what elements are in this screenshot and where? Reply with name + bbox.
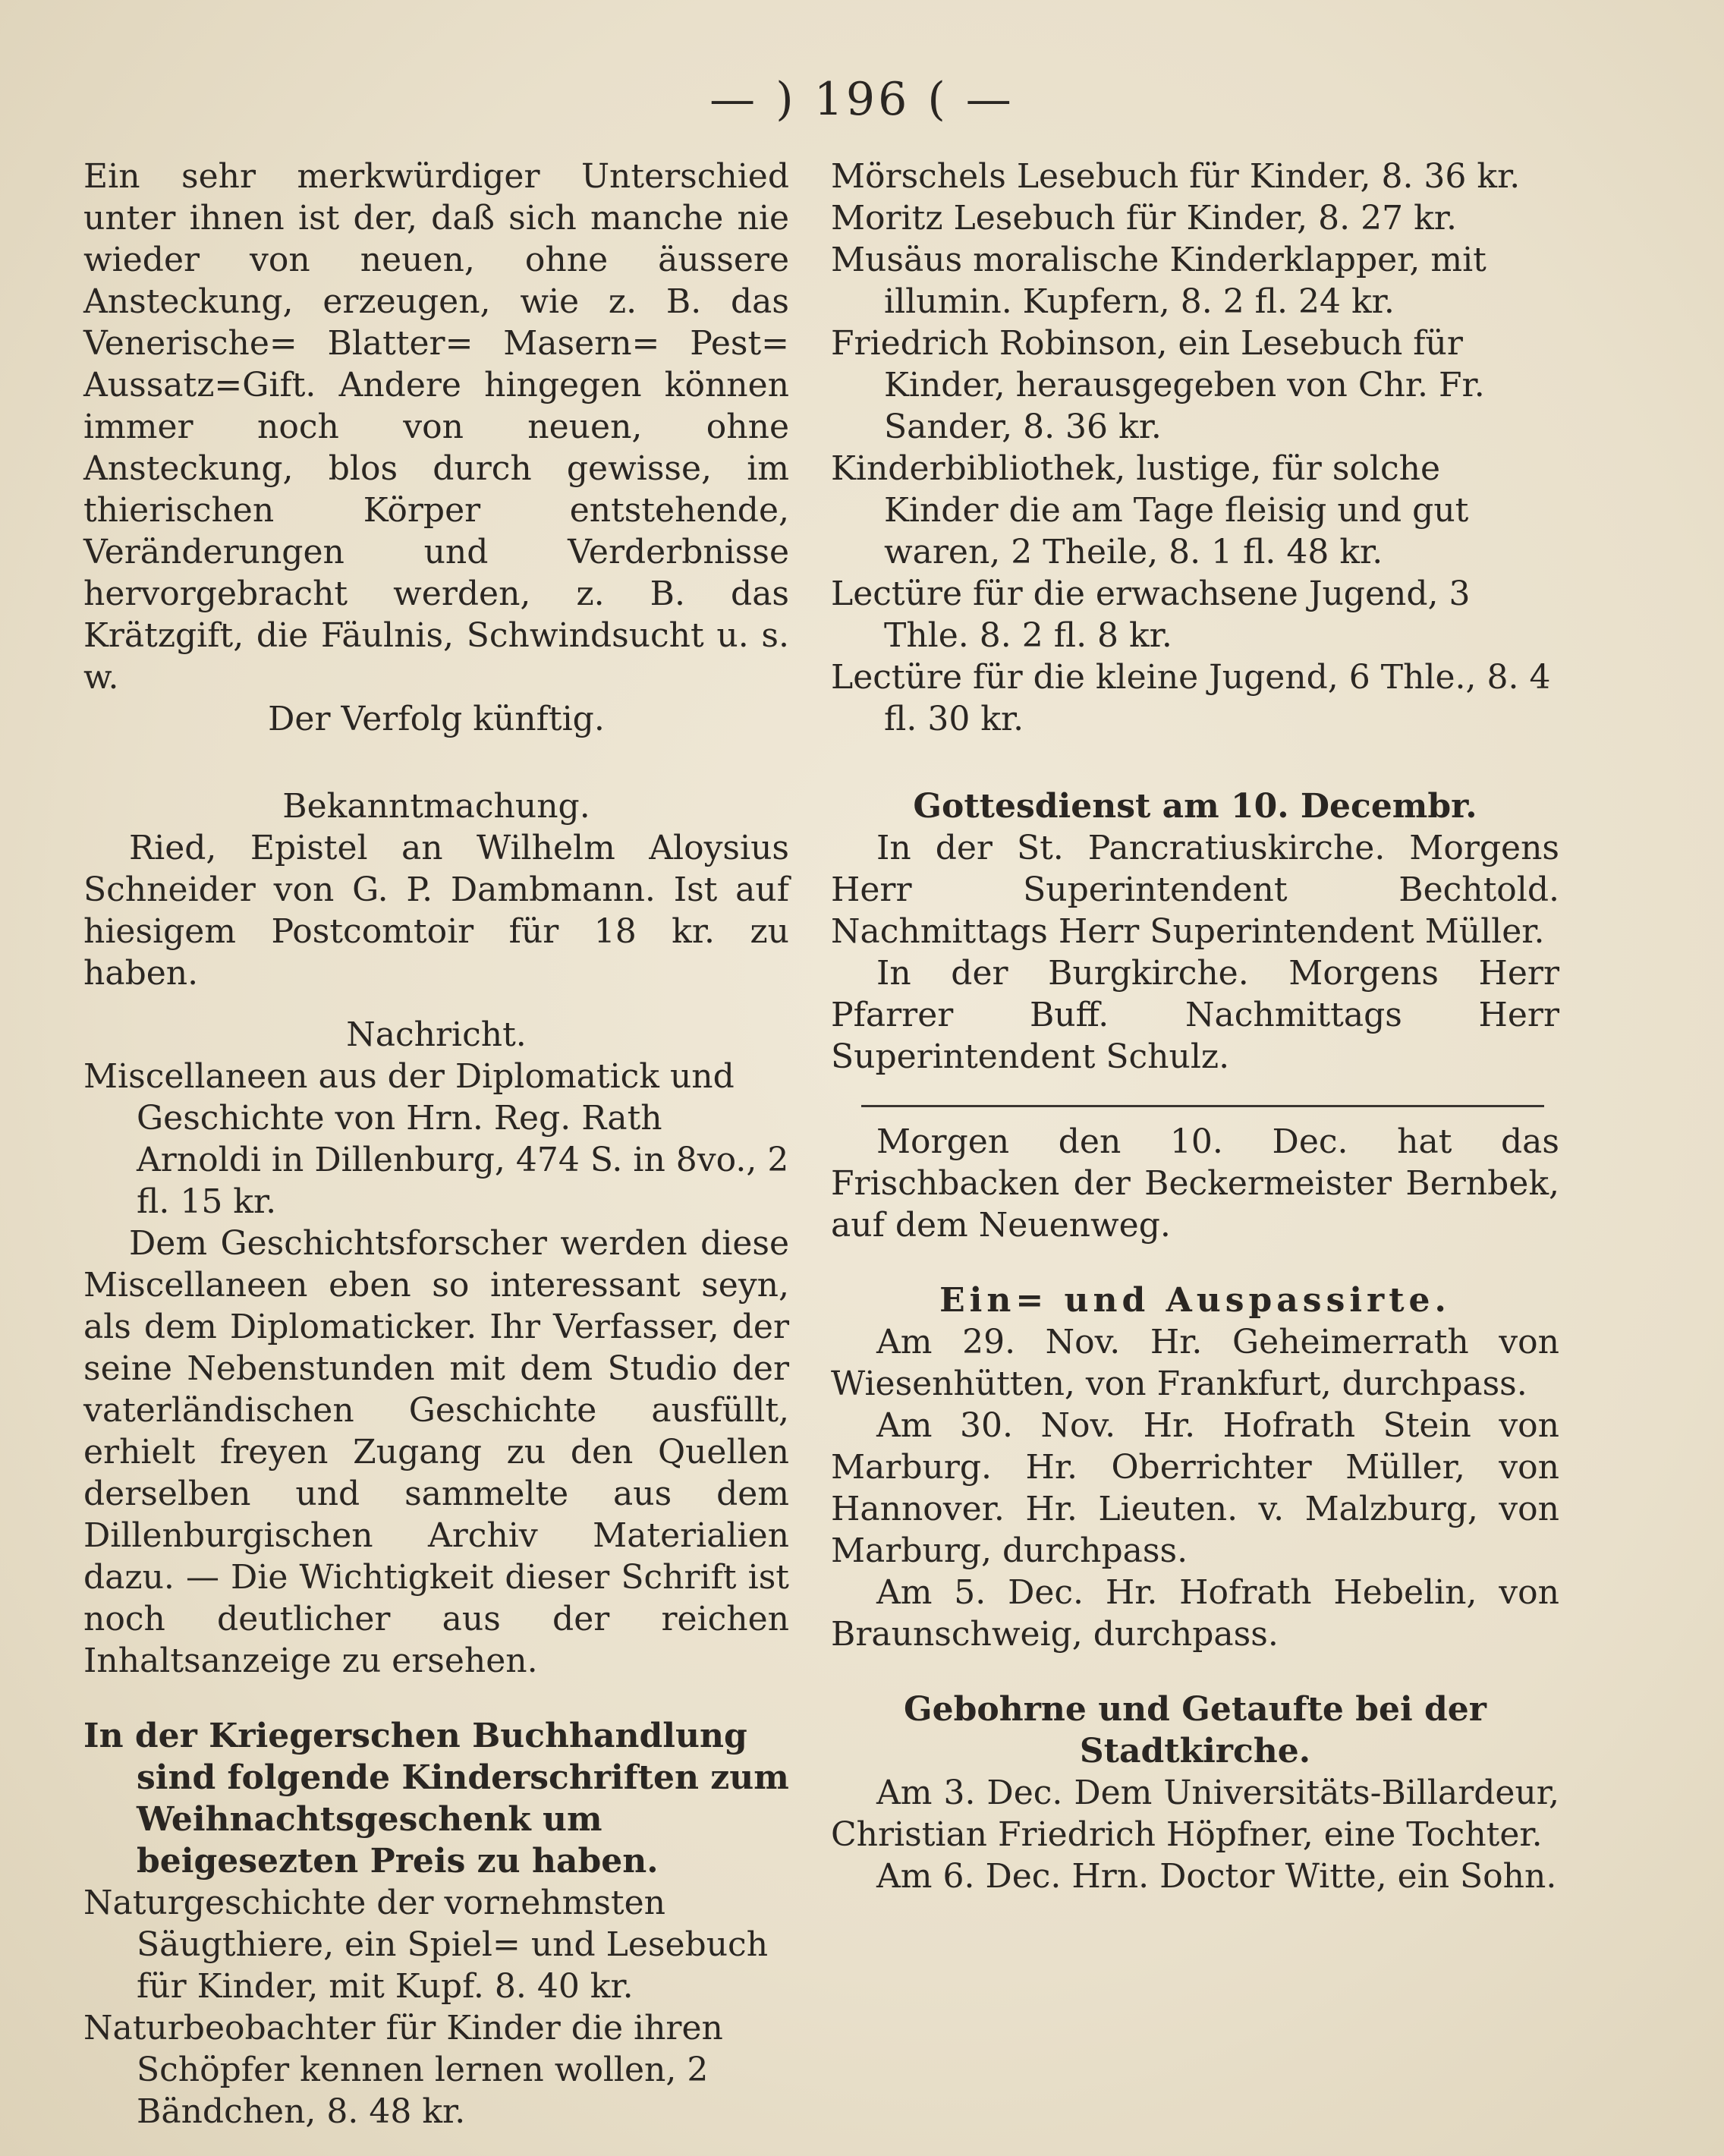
book-entry: Kinderbibliothek, lustige, für solche Kinder die am Tage fleisig und gut waren, 2 Theile, 8. 1 fl. 48 kr.	[831, 449, 1469, 571]
right-column	[831, 156, 1559, 1897]
gottesdienst-pancratius: In der St. Pancratiuskirche. Morgens Herr Superintendent Bechtold. Nachmittags Herr Superintendent Müller.	[831, 829, 1559, 951]
disease-paragraph: Ein sehr merkwürdiger Unterschied unter ihnen ist der, daß sich manche nie wieder von neuen, ohne äussere Ansteckung, erzeugen, wie z. B. das Venerische= Blatter= Masern= Pest= Aussatz=Gift. Andere hingegen können immer noch von neuen, ohne Ansteckung, blos durch gewisse, im thierischen Körper entstehende, Veränderungen und Verderbnisse hervorgebracht werden, z. B. das Krätzgift, die Fäulnis, Schwindsucht u. s. w.	[83, 157, 789, 697]
passirte-heading: Ein= und Auspassirte.	[939, 1281, 1451, 1320]
bekanntmachung-text: Ried, Epistel an Wilhelm Aloysius Schneider von G. P. Dambmann. Ist auf hiesigem Postcomtoir für 18 kr. zu haben.	[83, 829, 789, 993]
continued-note: Der Verfolg künftig.	[268, 700, 605, 738]
buchhandlung-announcement: In der Kriegerschen Buchhandlung sind folgende Kinderschriften zum Weihnachtsgeschenk um beigesezten Preis zu haben.	[83, 1717, 789, 1881]
page-number: — ) 196 ( —	[709, 73, 1015, 126]
gottesdienst-heading: Gottesdienst am 10. Decembr.	[913, 787, 1477, 826]
passirte-entry: Am 29. Nov. Hr. Geheimerrath von Wiesenhütten, von Frankfurt, durchpass.	[831, 1323, 1559, 1403]
book-entry: Naturbeobachter für Kinder die ihren Schöpfer kennen lernen wollen, 2 Bändchen, 8. 48 kr.	[83, 2009, 723, 2131]
nachricht-heading: Nachricht.	[346, 1015, 527, 1054]
bekanntmachung-heading: Bekanntmachung.	[282, 787, 590, 826]
book-entry: Moritz Lesebuch für Kinder, 8. 27 kr.	[831, 199, 1457, 238]
nachricht-text: Dem Geschichtsforscher werden diese Miscellaneen eben so interessant seyn, als dem Diplomaticker. Ihr Verfasser, der seine Nebenstunden mit dem Studio der vaterländischen Geschichte ausfüllt, erhielt freyen Zugang zu den Quellen derselben und sammelte aus dem Dillenburgischen Archiv Materialien dazu. — Die Wichtigkeit dieser Schrift ist noch deutlicher aus der reichen Inhaltsanzeige zu ersehen.	[83, 1224, 789, 1680]
nachricht-book-entry: Miscellaneen aus der Diplomatick und Geschichte von Hrn. Reg. Rath Arnoldi in Dillenburg, 474 S. in 8vo., 2 fl. 15 kr.	[83, 1057, 789, 1221]
book-entry: Lectüre für die kleine Jugend, 6 Thle., 8. 4 fl. 30 kr.	[831, 658, 1551, 738]
passirte-entry: Am 5. Dec. Hr. Hofrath Hebelin, von Braunschweig, durchpass.	[831, 1573, 1559, 1654]
frischbacken-notice: Morgen den 10. Dec. hat das Frischbacken der Beckermeister Bernbek, auf dem Neuenweg.	[831, 1122, 1559, 1245]
gebohrne-entry: Am 3. Dec. Dem Universitäts-Billardeur, Christian Friedrich Höpfner, eine Tochter.	[831, 1774, 1559, 1854]
book-entry: Mörschels Lesebuch für Kinder, 8. 36 kr.	[831, 157, 1521, 196]
book-entry: Musäus moralische Kinderklapper, mit illumin. Kupfern, 8. 2 fl. 24 kr.	[831, 241, 1486, 321]
section-divider	[861, 1105, 1544, 1107]
gebohrne-heading: Gebohrne und Getaufte bei der Stadtkirche.	[904, 1690, 1486, 1770]
book-entry: Lectüre für die erwachsene Jugend, 3 Thle. 8. 2 fl. 8 kr.	[831, 574, 1471, 655]
gottesdienst-burgkirche: In der Burgkirche. Morgens Herr Pfarrer Buff. Nachmittags Herr Superintendent Schulz.	[831, 954, 1559, 1076]
book-entry: Friedrich Robinson, ein Lesebuch für Kinder, herausgegeben von Chr. Fr. Sander, 8. 36 kr.	[831, 324, 1485, 446]
passirte-entry: Am 30. Nov. Hr. Hofrath Stein von Marburg. Hr. Oberrichter Müller, von Hannover. Hr. Lieuten. v. Malzburg, von Marburg, durchpass.	[831, 1406, 1559, 1570]
left-column	[83, 156, 789, 2132]
gebohrne-entry: Am 6. Dec. Hrn. Doctor Witte, ein Sohn.	[876, 1857, 1557, 1896]
book-entry: Naturgeschichte der vornehmsten Säugthiere, ein Spiel= und Lesebuch für Kinder, mit Kupf. 8. 40 kr.	[83, 1884, 769, 2006]
